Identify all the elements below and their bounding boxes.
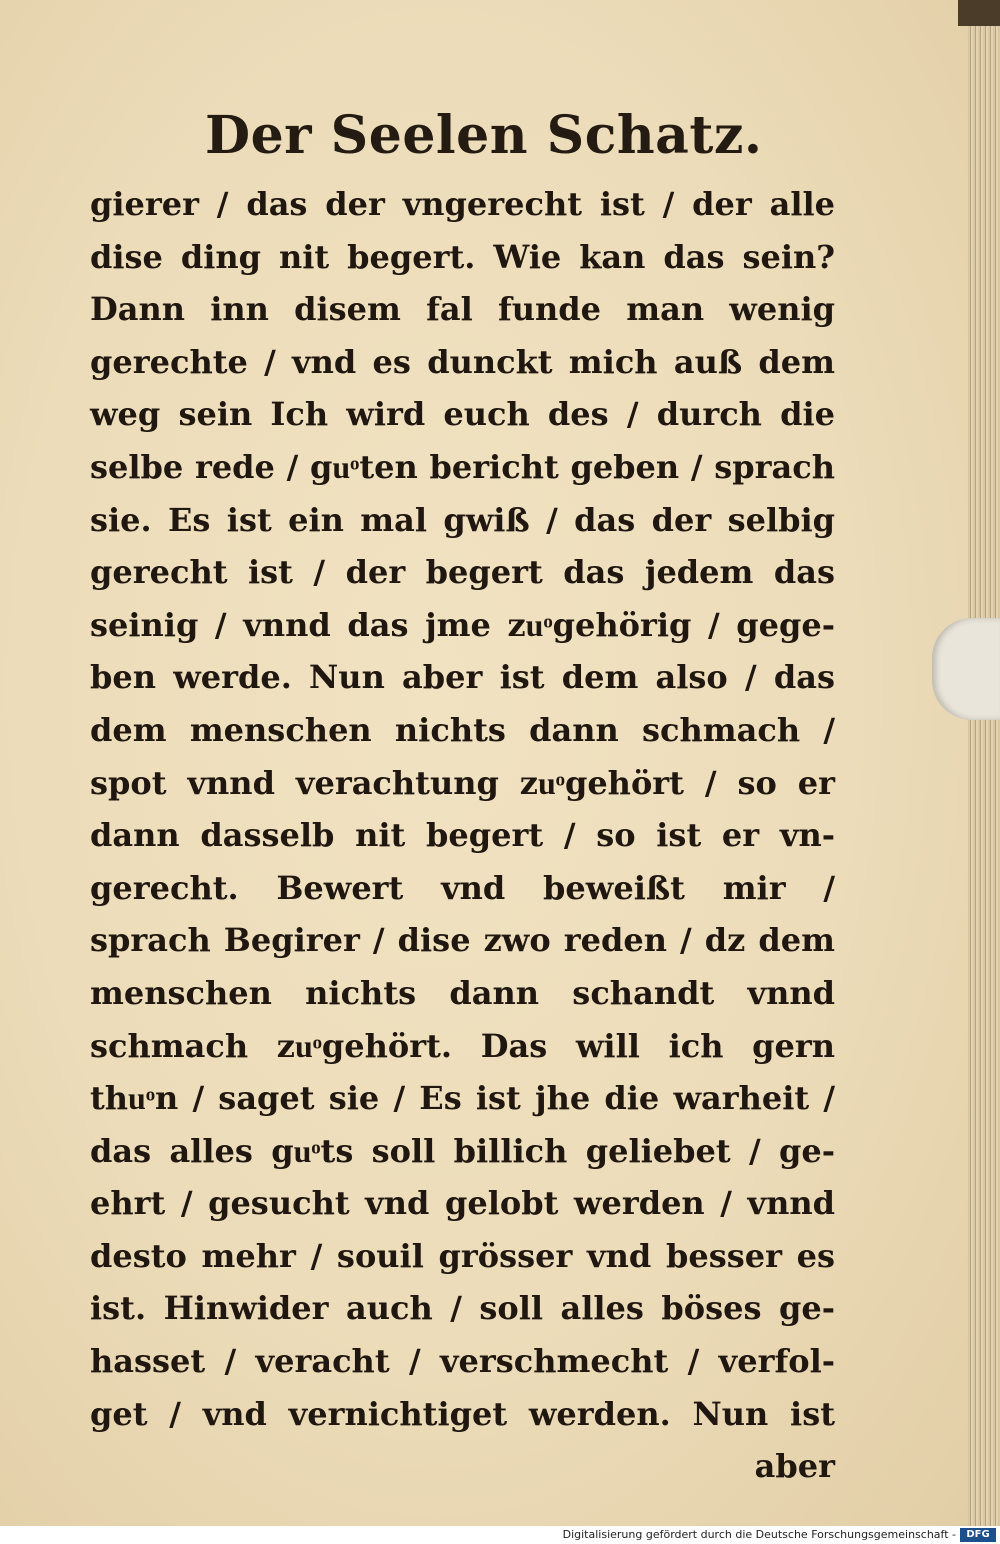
text-line: gierer / das der vngerecht ist / der alle [90,185,835,223]
text-line: ist. Hinwider auch / soll alles böses ge- [90,1289,835,1328]
text-line: gerecht ist / der begert das jedem das [90,553,835,592]
text-line: thuͦn / saget sie / Es ist jhe die warheit / [90,1079,835,1118]
binding-corner [958,0,1000,26]
text-line: weg sein Ich wird euch des / durch die [90,395,835,434]
body-text [90,178,835,1493]
text-line: spot vnnd verachtung zuͦgehört / so er [90,763,835,802]
text-line: das alles guͦts soll billich geliebet / ge- [90,1131,835,1170]
text-line: dem menschen nichts dann schmach / [90,710,835,749]
text-line: menschen nichts dann schandt vnnd [90,973,835,1012]
page-edges [968,0,1000,1526]
text-line: desto mehr / souil grösser vnd besser es [90,1236,835,1275]
text-line: seinig / vnnd das jme zuͦgehörig / gege- [90,605,835,644]
running-head: Der Seelen Schatz. [205,105,763,166]
text-line: dann dasselb nit begert / so ist er vn- [90,816,835,855]
text-line: schmach zuͦgehört. Das will ich gern [90,1026,835,1065]
text-line: hasset / veracht / verschmecht / verfol- [90,1342,835,1381]
text-line: ben werde. Nun aber ist dem also / das [90,658,835,697]
dfg-logo: DFG [960,1528,996,1542]
funding-credit: Digitalisierung gefördert durch die Deutsche Forschungsgemeinschaft - [562,1528,956,1541]
catchword: aber [754,1447,835,1486]
book-clasp [932,618,1000,720]
text-line: selbe rede / guͦten bericht geben / sprach [90,447,835,486]
text-line: ehrt / gesucht vnd gelobt werden / vnnd [90,1184,835,1223]
text-line: get / vnd vernichtiget werden. Nun ist [90,1394,835,1433]
text-line: gerecht. Bewert vnd beweißt mir / [90,868,835,907]
text-line: dise ding nit begert. Wie kan das sein? [90,237,835,276]
digitization-footer [0,1526,1000,1544]
text-line: sie. Es ist ein mal gwiß / das der selbig [90,500,835,539]
text-line: Dann inn disem fal funde man wenig [90,290,835,329]
text-line: sprach Begirer / dise zwo reden / dz dem [90,921,835,960]
text-line: gerechte / vnd es dunckt mich auß dem [90,342,835,381]
